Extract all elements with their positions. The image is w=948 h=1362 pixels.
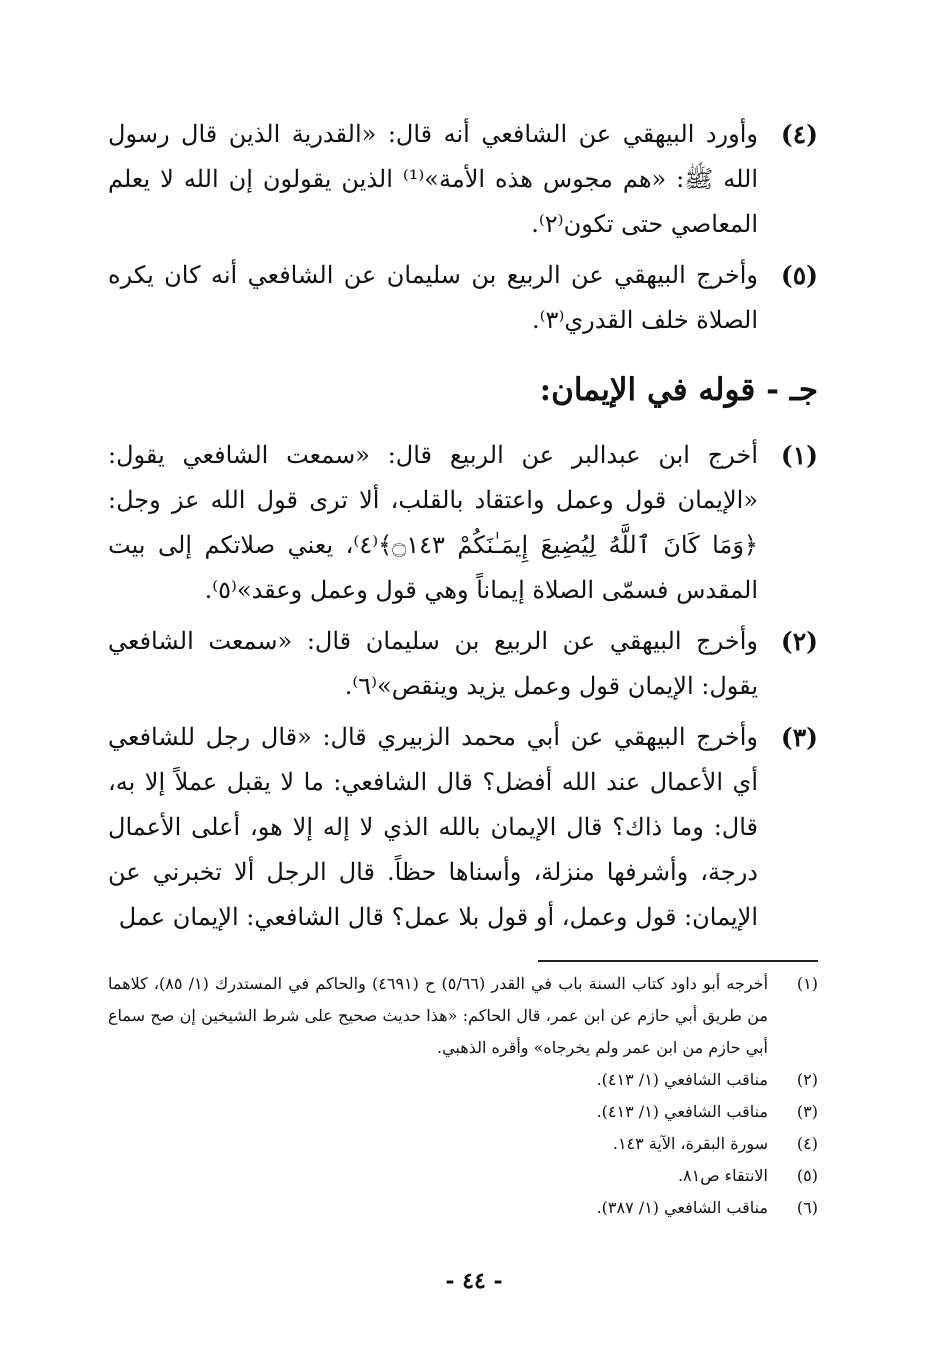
list-item-3 bbox=[108, 715, 818, 940]
footnote-number: (٤) bbox=[796, 1134, 818, 1153]
item-number: (٥) bbox=[780, 261, 818, 290]
item-number: (٤) bbox=[780, 120, 818, 149]
footnote-number: (٢) bbox=[796, 1070, 818, 1089]
footnote-number: (٥) bbox=[796, 1166, 818, 1185]
footnote bbox=[108, 1160, 818, 1192]
footnote-number: (٦) bbox=[796, 1198, 818, 1217]
footnote bbox=[108, 968, 818, 1064]
item-number: (١) bbox=[780, 441, 818, 470]
list-item-5 bbox=[108, 253, 818, 343]
footnote bbox=[108, 1064, 818, 1096]
footnote-text: مناقب الشافعي (١/ ٤١٣). bbox=[596, 1070, 768, 1089]
footnotes bbox=[108, 968, 818, 1224]
item-text: وأخرج البيهقي عن أبي محمد الزبيري قال: «قال رجل للشافعي أي الأعمال عند الله أفضل؟ قال الشافعي: ما لا يقبل عملاً إلا به، قال: وما ذاك؟ قال الإيمان بالله الذي لا إله إلا هو، أعلى الأعمال درجة، وأشرفها منزلة، وأسناها حظاً. قال الرجل ألا تخبرني عن الإيمان: قول وعمل، أو قول بلا عمل؟ قال الشافعي: الإيمان عمل bbox=[108, 723, 758, 931]
item-text: وأخرج البيهقي عن الربيع بن سليمان عن الشافعي أنه كان يكره الصلاة خلف القدري⁽٣⁾. bbox=[108, 261, 758, 334]
list-item-1 bbox=[108, 433, 818, 613]
footnote-number: (١) bbox=[796, 974, 818, 993]
footnote-text: الانتقاء ص٨١. bbox=[677, 1166, 768, 1185]
list-item-4 bbox=[108, 112, 818, 247]
section-heading: جـ - قوله في الإيمان: bbox=[539, 372, 818, 408]
footnote-text: مناقب الشافعي (١/ ٣٨٧). bbox=[596, 1198, 768, 1217]
footnote bbox=[108, 1096, 818, 1128]
footnote bbox=[108, 1192, 818, 1224]
page-number: - ٤٤ - bbox=[445, 1268, 503, 1294]
footnote bbox=[108, 1128, 818, 1160]
footnote-divider bbox=[538, 960, 818, 962]
item-number: (٣) bbox=[780, 723, 818, 752]
footnote-text: أخرجه أبو داود كتاب السنة باب في القدر (٥/٦٦) ح (٤٦٩١) والحاكم في المستدرك (١/ ٨٥)، كلاهما من طريق أبي حازم عن ابن عمر، قال الحاكم: «هذا حديث صحيح على شرط الشيخين إن صح سماع أبي حازم من ابن عمر ولم يخرجاه» وأقره الذهبي. bbox=[108, 974, 769, 1057]
footnote-text: سورة البقرة، الآية ١٤٣. bbox=[612, 1134, 768, 1153]
item-number: (٢) bbox=[780, 627, 818, 656]
list-item-2 bbox=[108, 619, 818, 709]
page-body bbox=[108, 112, 818, 946]
item-text: وأخرج البيهقي عن الربيع بن سليمان قال: «سمعت الشافعي يقول: الإيمان قول وعمل يزيد وينقص»⁽٦⁾. bbox=[108, 627, 758, 700]
footnote-number: (٣) bbox=[796, 1102, 818, 1121]
item-text: أخرج ابن عبدالبر عن الربيع قال: «سمعت الشافعي يقول: «الإيمان قول وعمل واعتقاد بالقلب، ألا ترى قول الله عز وجل: ﴿وَمَا كَانَ ٱللَّهُ لِيُضِيعَ إِيمَـٰنَكُمْ ۝١٤٣﴾⁽٤⁾، يعني صلاتكم إلى بيت المقدس فسمّى الصلاة إيماناً وهي قول وعمل وعقد»⁽٥⁾. bbox=[108, 441, 758, 604]
footnote-text: مناقب الشافعي (١/ ٤١٣). bbox=[596, 1102, 768, 1121]
item-text: وأورد البيهقي عن الشافعي أنه قال: «القدرية الذين قال رسول الله ﷺ: «هم مجوس هذه الأمة»⁽¹⁾ الذين يقولون إن الله لا يعلم المعاصي حتى تكون⁽٢⁾. bbox=[108, 120, 758, 238]
